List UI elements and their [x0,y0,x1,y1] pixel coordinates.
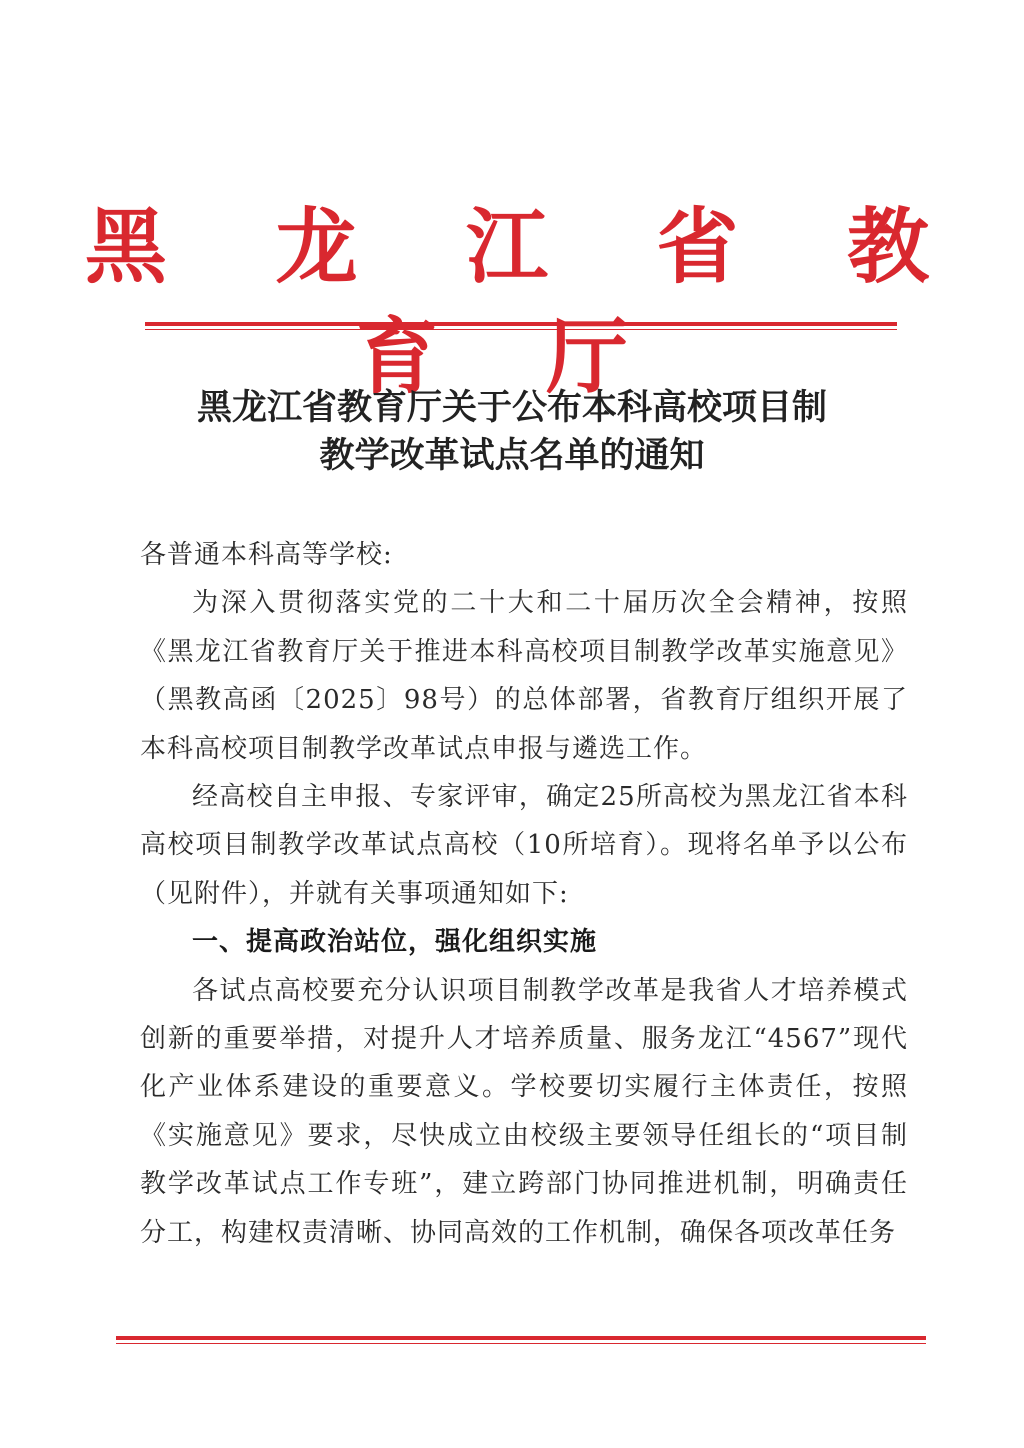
body-paragraph: 为深入贯彻落实党的二十大和二十届历次全会精神，按照《黑龙江省教育厅关于推进本科高校项目制教学改革实施意见》（黑教高函〔2025〕98号）的总体部署，省教育厅组织开展了本科高校项目制教学改革试点申报与遴选工作。 [140,588,908,764]
body-paragraph: 经高校自主申报、专家评审，确定25所高校为黑龙江省本科高校项目制教学改革试点高校（10所培育）。现将名单予以公布（见附件），并就有关事项通知如下: [140,782,908,909]
footer-red-rule [116,1336,926,1344]
section-heading: 一、提高政治站位，强化组织实施 [192,927,598,958]
letterhead-org-name: 黑 龙 江 省 教 育 厅 [84,199,970,405]
document-title-line1: 黑龙江省教育厅关于公布本科高校项目制 [196,387,827,428]
section-paragraph: 各试点高校要充分认识项目制教学改革是我省人才培养模式创新的重要举措，对提升人才培养质量、服务龙江“4567”现代化产业体系建设的重要意义。学校要切实履行主体责任，按照《实施意见》要求，尽快成立由校级主要领导任组长的“项目制教学改革试点工作专班”，建立跨部门协同推进机制，明确责任分工，构建权责清晰、协同高效的工作机制，确保各项改革任务 [140,975,908,1248]
document-body [140,531,908,1257]
document-title-line2: 教学改革试点名单的通知 [319,435,705,476]
salutation: 各普通本科高等学校: [140,540,393,570]
letterhead-red-rule [145,322,897,330]
